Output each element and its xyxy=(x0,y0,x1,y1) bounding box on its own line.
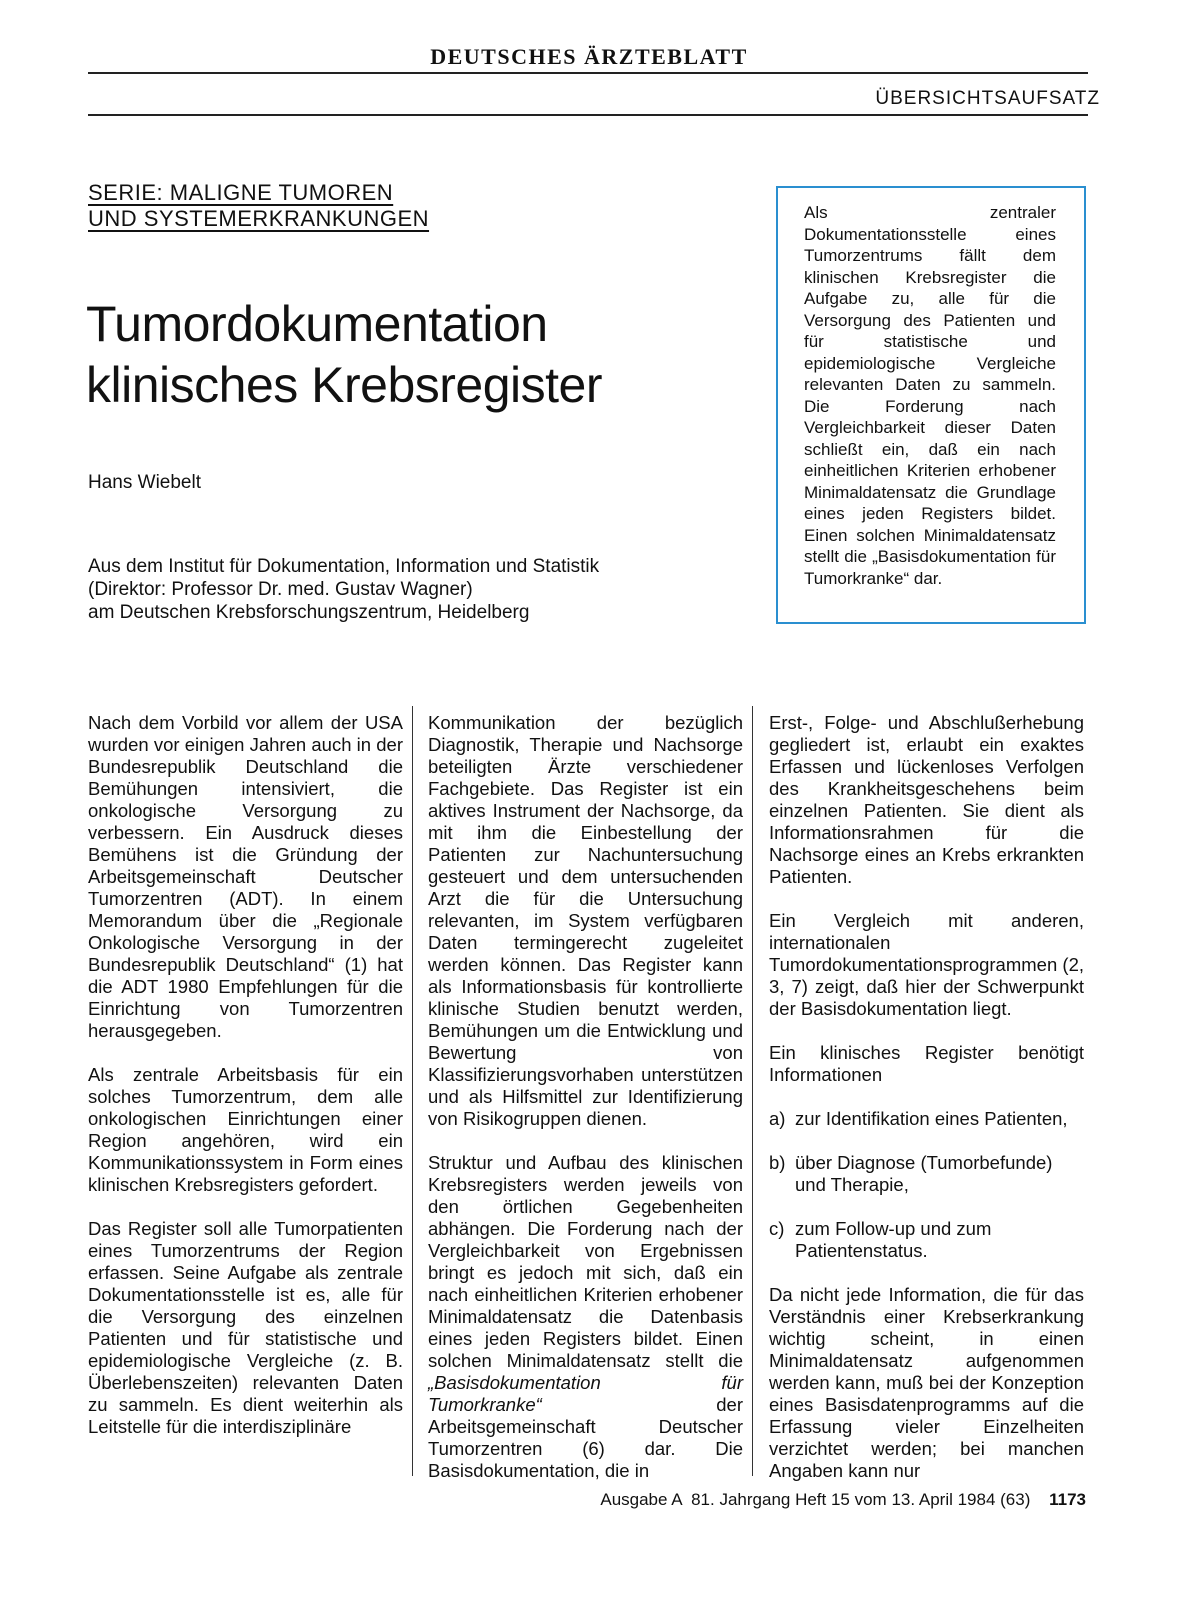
list-text: zur Identifikation eines Patienten, xyxy=(795,1108,1068,1129)
paragraph: Nach dem Vorbild vor allem der USA wurden vor einigen Jahren auch in der Bundesrepublik Deutschland die Bemühungen intensiviert, die onkologische Versorgung zu verbessern. Ein Ausdruck dieses Bemühens ist die Gründung der Arbeitsgemeinschaft Deutscher Tumorzentren (ADT). In einem Memorandum über die „Regionale Onkologische Versorgung in der Bundesrepublik Deutschland“ (1) hat die ADT 1980 Empfehlungen für die Einrichtung von Tumorzentren herausgegeben. xyxy=(88,712,403,1041)
paragraph: Kommunikation der bezüglich Diagnostik, Therapie und Nachsorge beteiligten Ärzte verschiedener Fachgebiete. Das Register ist ein aktives Instrument der Nachsorge, da mit ihm die Einbestellung der Patienten zur Nachuntersuchung gesteuert und dem untersuchenden Arzt die für die Untersuchung relevanten, im System verfügbaren Daten termingerecht zugeleitet werden können. Das Register kann als Informationsbasis für kontrollierte klinische Studien benutzt werden, Bemühungen um die Entwicklung und Bewertung von Klassifizierungsvorhaben unterstützen und als Hilfsmittel zur Identifizierung von Risikogruppen dienen. xyxy=(428,712,743,1129)
title-line-1: Tumordokumentation xyxy=(86,296,548,352)
emphasized-title: „Basisdokumentation für Tumorkranke“ xyxy=(428,1372,743,1415)
paragraph-text: Struktur und Aufbau des klinischen Krebsregisters werden jeweils von den örtlichen Gegebenheiten abhängen. Die Forderung nach der Vergleichbarkeit von Ergebnissen bringt es jedoch mit sich, daß ein nach einheitlichen Kriterien erhobener Minimaldatensatz die Datenbasis eines jeden Registers bildet. Einen solchen Minimaldatensatz stellt die xyxy=(428,1152,743,1371)
paragraph: Erst-, Folge- und Abschlußerhebung gegliedert ist, erlaubt ein exaktes Erfassen und lückenloses Verfolgen des Krankheitsgeschehens beim einzelnen Patienten. Sie dient als Informationsrahmen für die Nachsorge eines an Krebs erkrankten Patienten. xyxy=(769,712,1084,887)
paragraph: Ein Vergleich mit anderen, internationalen Tumordokumentationsprogrammen (2, 3, 7) zeigt, daß hier der Schwerpunkt der Basisdokumentation liegt. xyxy=(769,910,1084,1019)
affiliation-line-3: am Deutschen Krebsforschungszentrum, Heidelberg xyxy=(88,602,530,623)
issue-info: Ausgabe A 81. Jahrgang Heft 15 vom 13. April 1984 (63) xyxy=(600,1490,1031,1509)
page-footer xyxy=(600,1490,1086,1510)
article-title xyxy=(86,294,602,416)
paragraph: Als zentrale Arbeitsbasis für ein solches Tumorzentrum, dem alle onkologischen Einrichtungen einer Region angehören, wird ein Kommunikationssystem in Form eines klinischen Krebsregisters gefordert. xyxy=(88,1064,403,1195)
affiliation-line-2: (Direktor: Professor Dr. med. Gustav Wagner) xyxy=(88,579,473,600)
list-item xyxy=(769,1218,1084,1262)
section-label: ÜBERSICHTSAUFSATZ xyxy=(875,88,1100,109)
paragraph: Ein klinisches Register benötigt Informationen xyxy=(769,1042,1084,1085)
list-marker: c) xyxy=(769,1218,785,1239)
title-line-2: klinisches Krebsregister xyxy=(86,357,602,413)
masthead-title: DEUTSCHES ÄRZTEBLATT xyxy=(430,44,748,69)
list-marker: b) xyxy=(769,1152,786,1173)
list-item xyxy=(769,1152,1084,1196)
paragraph: Da nicht jede Information, die für das Verständnis einer Krebserkrankung wichtig scheint, in einen Minimaldatensatz aufgenommen werden kann, muß bei der Konzeption eines Basisdatenprogramms auf die Erfassung vieler Einzelheiten verzichtet werden; bei manchen Angaben kann nur xyxy=(769,1284,1084,1481)
column-divider xyxy=(752,706,753,1476)
affiliation xyxy=(88,555,599,624)
series-heading xyxy=(88,180,429,232)
masthead-rule-bottom xyxy=(88,114,1088,116)
author: Hans Wiebelt xyxy=(88,472,201,493)
paragraph-text: der Arbeitsgemeinschaft Deutscher Tumorzentren (6) dar. Die Basisdokumentation, die in xyxy=(428,1394,743,1481)
summary-text: Als zentraler Dokumentationsstelle eines Tumorzentrums fällt dem klinischen Krebsregister die Aufgabe zu, alle für die Versorgung des Patienten und für statistische und epidemiologische Vergleiche relevanten Daten zu sammeln. Die Forderung nach Vergleichbarkeit dieser Daten schließt ein, daß ein nach einheitlichen Kriterien erhobener Minimaldatensatz die Grundlage eines jeden Registers bildet. Einen solchen Minimaldatensatz stellt die „Basisdokumentation für Tumorkranke“ dar. xyxy=(804,203,1056,588)
affiliation-line-1: Aus dem Institut für Dokumentation, Information und Statistik xyxy=(88,556,600,577)
summary-box xyxy=(776,186,1086,624)
list-item xyxy=(769,1108,1084,1130)
masthead-rule-top xyxy=(88,72,1088,74)
list-marker: a) xyxy=(769,1108,786,1129)
list-text: über Diagnose (Tumorbefunde) und Therapie, xyxy=(795,1152,1053,1195)
page-number: 1173 xyxy=(1049,1490,1086,1509)
body-column-1 xyxy=(88,712,403,1460)
series-line-2: UND SYSTEMERKRANKUNGEN xyxy=(88,206,430,231)
list-text: zum Follow-up und zum Patientenstatus. xyxy=(795,1218,992,1261)
body-column-2 xyxy=(428,712,743,1504)
paragraph xyxy=(428,1152,743,1482)
paragraph: Das Register soll alle Tumorpatienten eines Tumorzentrums der Region erfassen. Seine Aufgabe als zentrale Dokumentationsstelle ist es, alle für die Versorgung des einzelnen Patienten und für statistische und epidemiologische Vergleiche (z. B. Überlebenszeiten) relevanten Daten zu sammeln. Es dient weiterhin als Leitstelle für die interdisziplinäre xyxy=(88,1218,403,1437)
series-line-1: SERIE: MALIGNE TUMOREN xyxy=(88,180,394,205)
column-divider xyxy=(412,706,413,1476)
body-column-3 xyxy=(769,712,1084,1504)
